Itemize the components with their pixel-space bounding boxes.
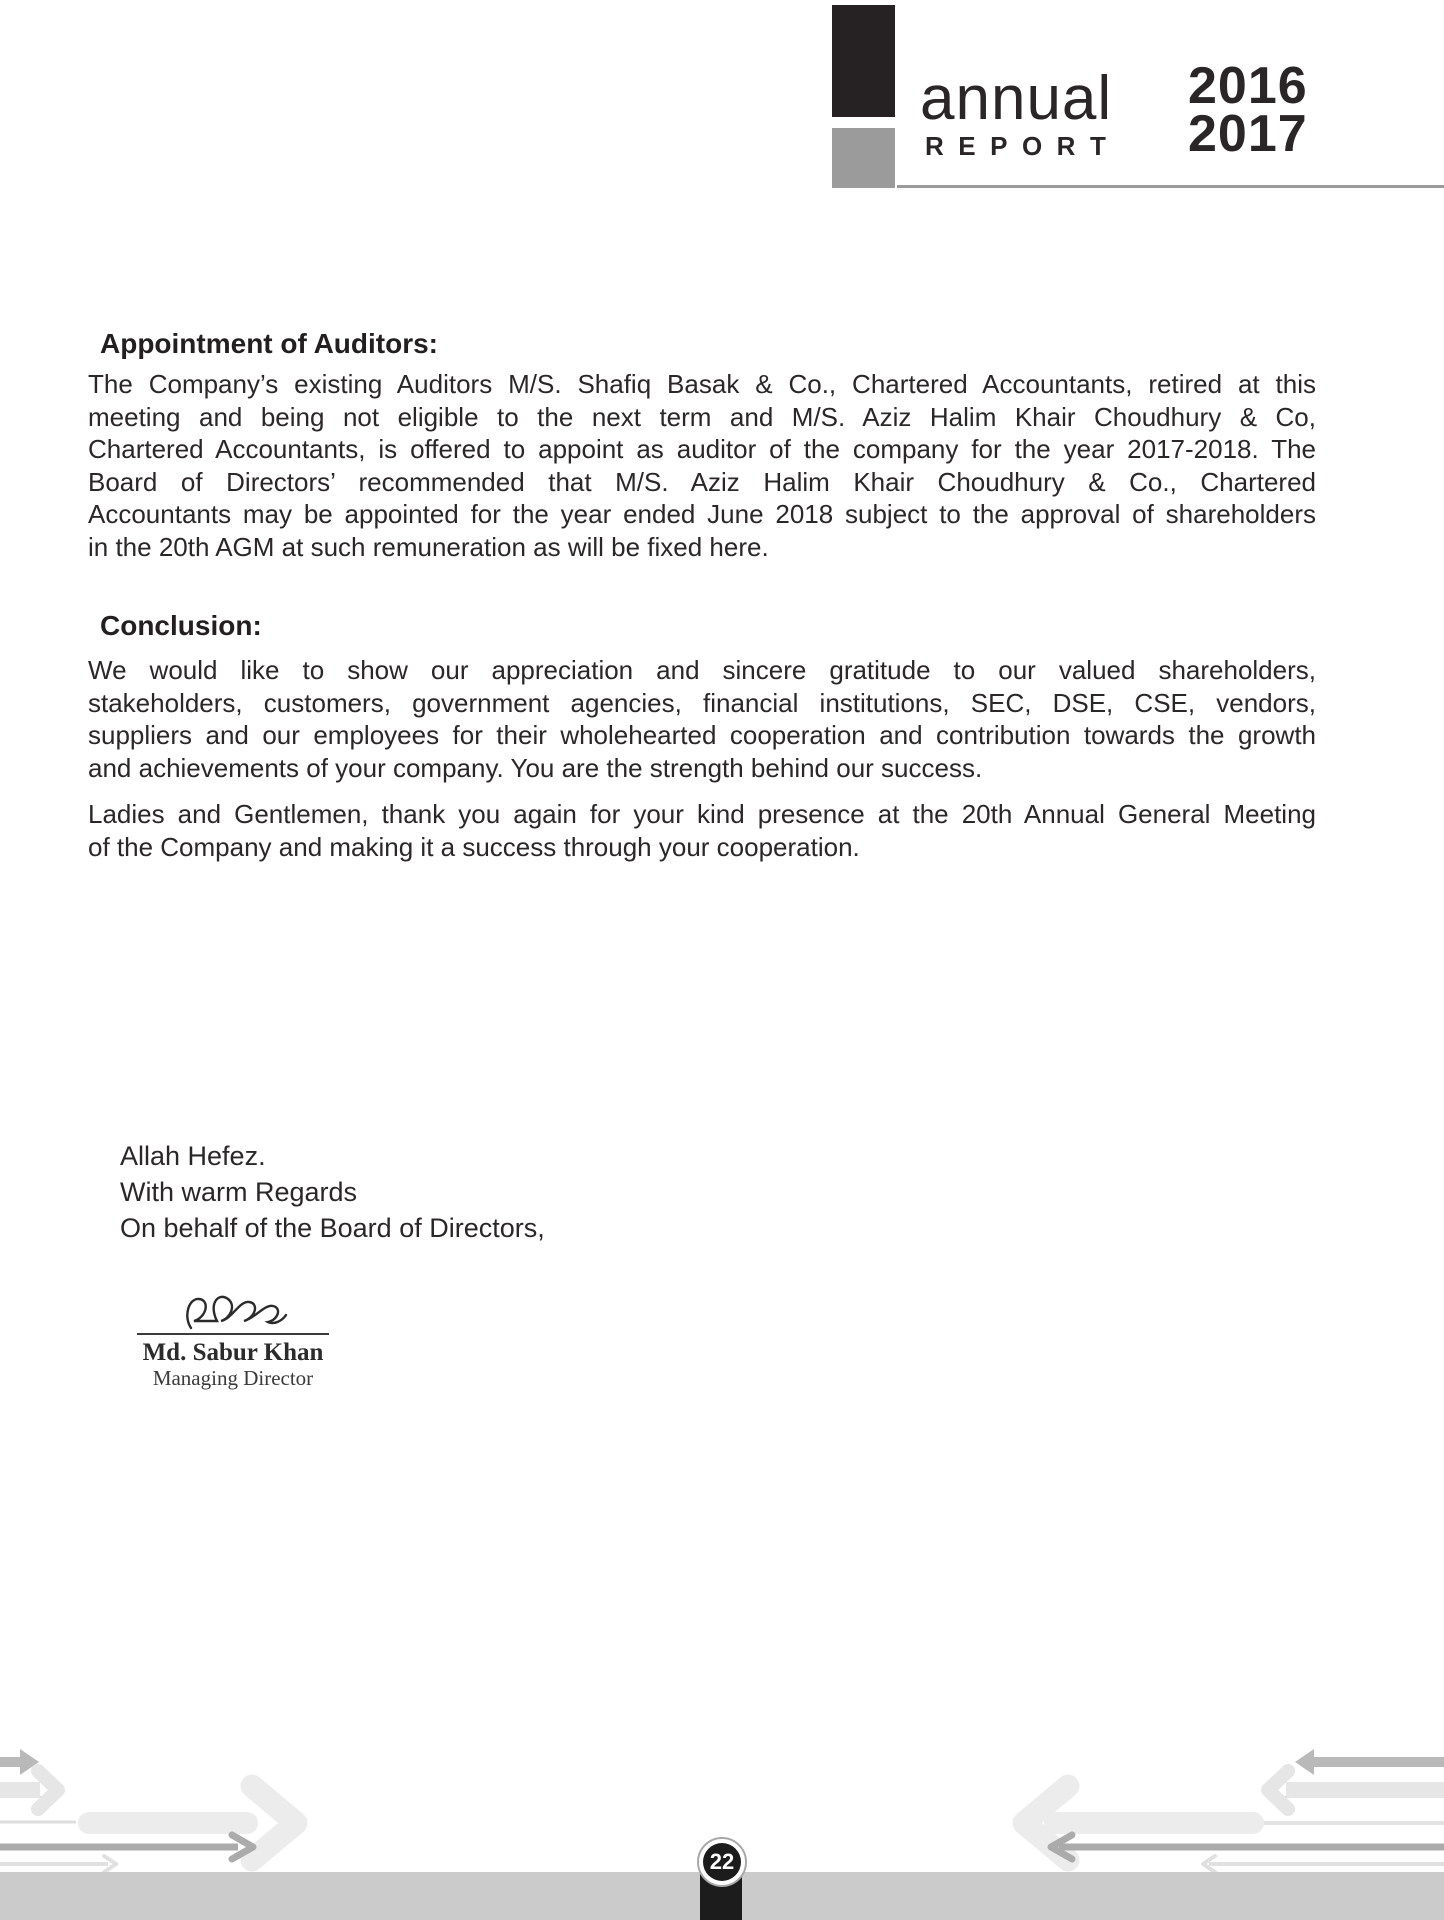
paragraph-line: in the 20th AGM at such remuneration as will be fixed here.	[88, 531, 769, 562]
logo-year-2017: 2017	[1188, 105, 1308, 163]
page-number-badge	[697, 1837, 747, 1887]
logo-black-block	[832, 5, 895, 117]
logo-year-2016: 2016	[1188, 57, 1308, 115]
arrow-decoration-right-icon	[1004, 1742, 1444, 1872]
conclusion-paragraph-2	[88, 798, 1316, 863]
conclusion-paragraph-1	[88, 654, 1316, 784]
signature-scribble	[183, 1290, 303, 1336]
appointment-paragraph	[88, 368, 1316, 563]
closing-block	[120, 1138, 545, 1246]
paragraph-line: of the Company and making it a success through your cooperation.	[88, 831, 860, 862]
appointment-heading: Appointment of Auditors:	[100, 328, 439, 359]
paragraph-line: Accountants may be appointed for the year ended June 2018 subject to the approval of shareholders	[88, 499, 1316, 529]
paragraph-line: stakeholders, customers, government agencies, financial institutions, SEC, DSE, CSE, vendors,	[88, 687, 1316, 718]
logo-gray-block	[832, 128, 895, 188]
closing-line: With warm Regards	[120, 1177, 358, 1207]
paragraph-line: suppliers and our employees for their wholehearted cooperation and contribution towards the growth	[88, 720, 1316, 750]
signatory-title: Managing Director	[152, 1366, 314, 1390]
closing-line: Allah Hefez.	[120, 1141, 266, 1171]
conclusion-heading: Conclusion:	[100, 610, 262, 641]
signatory-name: Md. Sabur Khan	[142, 1339, 324, 1366]
paragraph-line: and achievements of your company. You are the strength behind our success.	[88, 752, 983, 783]
signature-rule	[137, 1333, 329, 1335]
arrow-decoration-left-icon	[0, 1742, 310, 1872]
closing-line: On behalf of the Board of Directors,	[120, 1213, 545, 1243]
paragraph-line: Chartered Accountants, is offered to appoint as auditor of the company for the year 2017-2018. The	[88, 434, 1316, 464]
paragraph-line: meeting and being not eligible to the next term and M/S. Aziz Halim Khair Choudhury & Co,	[88, 401, 1316, 432]
header-rule	[897, 185, 1444, 188]
logo-annual-wordmark: annual	[920, 64, 1113, 133]
paragraph-line: The Company’s existing Auditors M/S. Shafiq Basak & Co., Chartered Accountants, retired at this	[88, 369, 1316, 399]
paragraph-line: Board of Directors’ recommended that M/S. Aziz Halim Khair Choudhury & Co., Chartered	[88, 466, 1316, 497]
logo-years	[1188, 57, 1348, 163]
paragraph-line: We would like to show our appreciation and sincere gratitude to our valued shareholders,	[88, 655, 1316, 685]
page-number: 22	[703, 1843, 741, 1881]
paragraph-line: Ladies and Gentlemen, thank you again for your kind presence at the 20th Annual General Meeting	[88, 799, 1316, 829]
logo-report-wordmark: REPORT	[925, 131, 1121, 161]
